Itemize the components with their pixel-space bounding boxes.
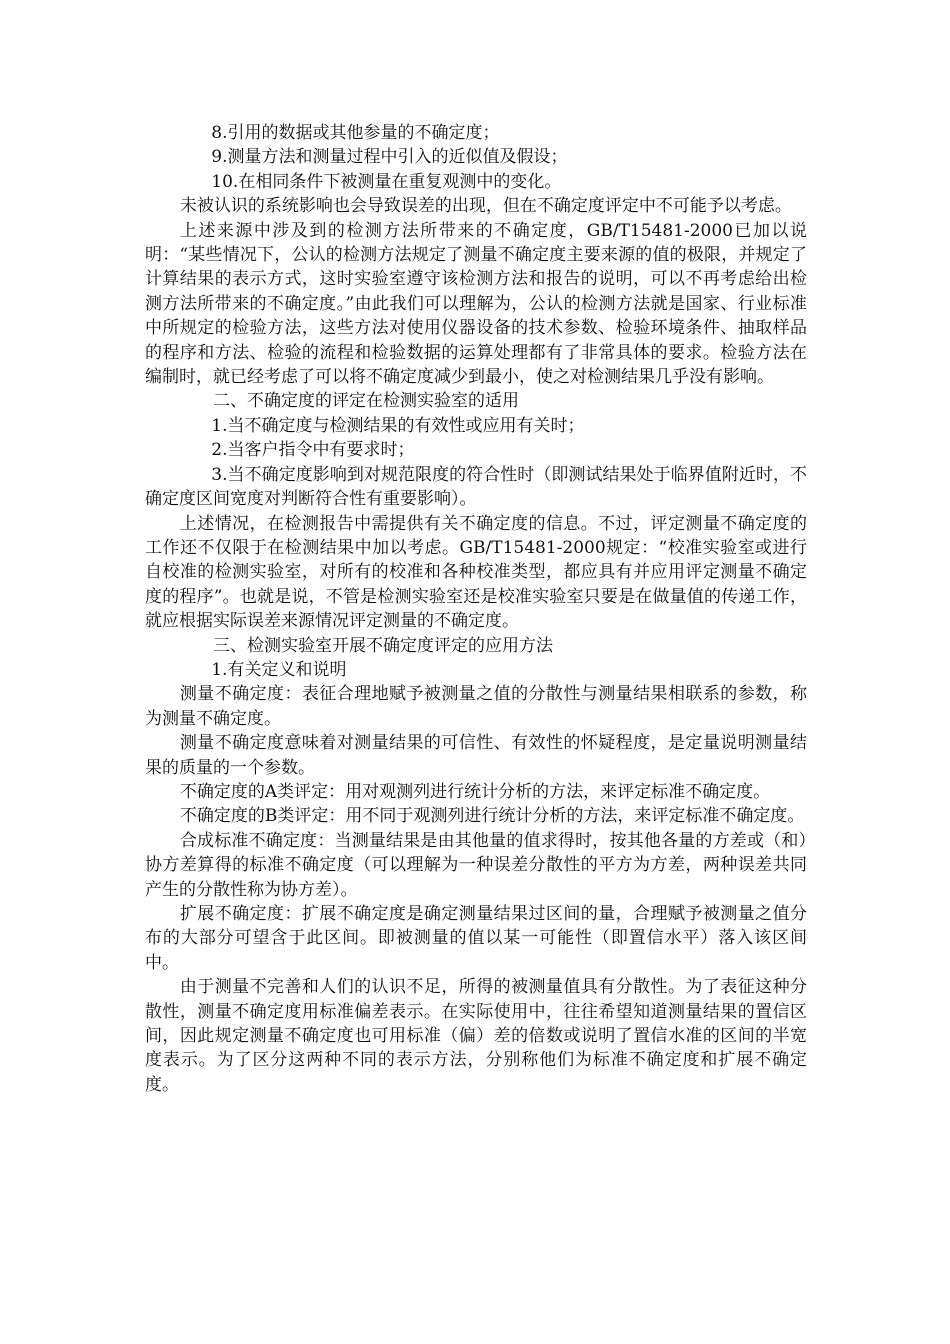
list-item: 10.在相同条件下被测量在重复观测中的变化。 xyxy=(211,171,562,192)
paragraph: 上述情况，在检测报告中需提供有关不确定度的信息。不过，评定测量不确定度的工作还不仅限于在检测结果中加以考虑。GB/T15481-2000规定：“校准实验室或进行自校准的检测实验室，对所有的校准和各种校准类型，都应具有并应用评定测量不确定度的程序”。也就是说，不管是检测实验室还是校准实验室只要是在做量值的传递工作，就应根据实际误差来源情况评定测量的不确定度。 xyxy=(145,513,807,632)
list-item: 1.有关定义和说明 xyxy=(211,659,347,680)
paragraph: 不确定度的A类评定：用对观测列进行统计分析的方法，来评定标准不确定度。 xyxy=(179,781,771,802)
list-item: 9.测量方法和测量过程中引入的近似值及假设； xyxy=(211,147,568,168)
paragraph: 扩展不确定度：扩展不确定度是确定测量结果过区间的量，合理赋予被测量之值分布的大部分可望含于此区间。即被测量的值以某一可能性（即置信水平）落入该区间中。 xyxy=(145,904,807,973)
list-item: 8.引用的数据或其他参量的不确定度； xyxy=(211,123,500,143)
list-item: 2.当客户指令中有要求时； xyxy=(211,440,415,461)
section-heading: 三、检测实验室开展不确定度评定的应用方法 xyxy=(213,635,553,656)
paragraph: 合成标准不确定度：当测量结果是由其他量的值求得时，按其他各量的方差或（和）协方差算得的标准不确定度（可以理解为一种误差分散性的平方为方差，两种误差共同产生的分散性称为协方差）。 xyxy=(145,830,807,900)
section-heading: 二、不确定度的评定在检测实验室的适用 xyxy=(213,391,519,412)
paragraph: 测量不确定度：表征合理地赋予被测量之值的分散性与测量结果相联系的参数，称为测量不确定度。 xyxy=(145,684,807,729)
list-item: 1.当不确定度与检测结果的有效性或应用有关时； xyxy=(211,415,585,436)
paragraph: 测量不确定度意味着对测量结果的可信性、有效性的怀疑程度，是定量说明测量结果的质量的一个参数。 xyxy=(145,733,807,778)
paragraph: 由于测量不完善和人们的认识不足，所得的被测量值具有分散性。为了表征这种分散性，测量不确定度用标准偏差表示。在实际使用中，往往希望知道测量结果的置信区间，因此规定测量不确定度也可用标准（偏）差的倍数或说明了置信水准的区间的半宽度表示。为了区分这两种不同的表示方法，分别称他们为标准不确定度和扩展不确定度。 xyxy=(145,977,807,1095)
paragraph: 不确定度的B类评定：用不同于观测列进行统计分析的方法，来评定标准不确定度。 xyxy=(179,806,805,827)
paragraph: 上述来源中涉及到的检测方法所带来的不确定度，GB/T15481-2000已加以说明：“某些情况下，公认的检测方法规定了测量不确定度主要来源的值的极限，并规定了计算结果的表示方式，这时实验室遵守该检测方法和报告的说明，可以不再考虑给出检测方法所带来的不确定度。”由此我们可以理解为，公认的检测方法就是国家、行业标准中所规定的检验方法，这些方法对使用仪器设备的技术参数、检验环境条件、抽取样品的程序和方法、检验的流程和检验数据的运算处理都有了非常具体的要求。检验方法在编制时，就已经考虑了可以将不确定度减少到最小，使之对检测结果几乎没有影响。 xyxy=(145,220,807,388)
paragraph: 未被认识的系统影响也会导致误差的出现，但在不确定度评定中不可能予以考虑。 xyxy=(179,196,792,217)
list-item: 3.当不确定度影响到对规范限度的符合性时（即测试结果处于临界值附近时，不确定度区间宽度对判断符合性有重要影响）。 xyxy=(145,464,807,510)
document-body xyxy=(145,121,807,1097)
